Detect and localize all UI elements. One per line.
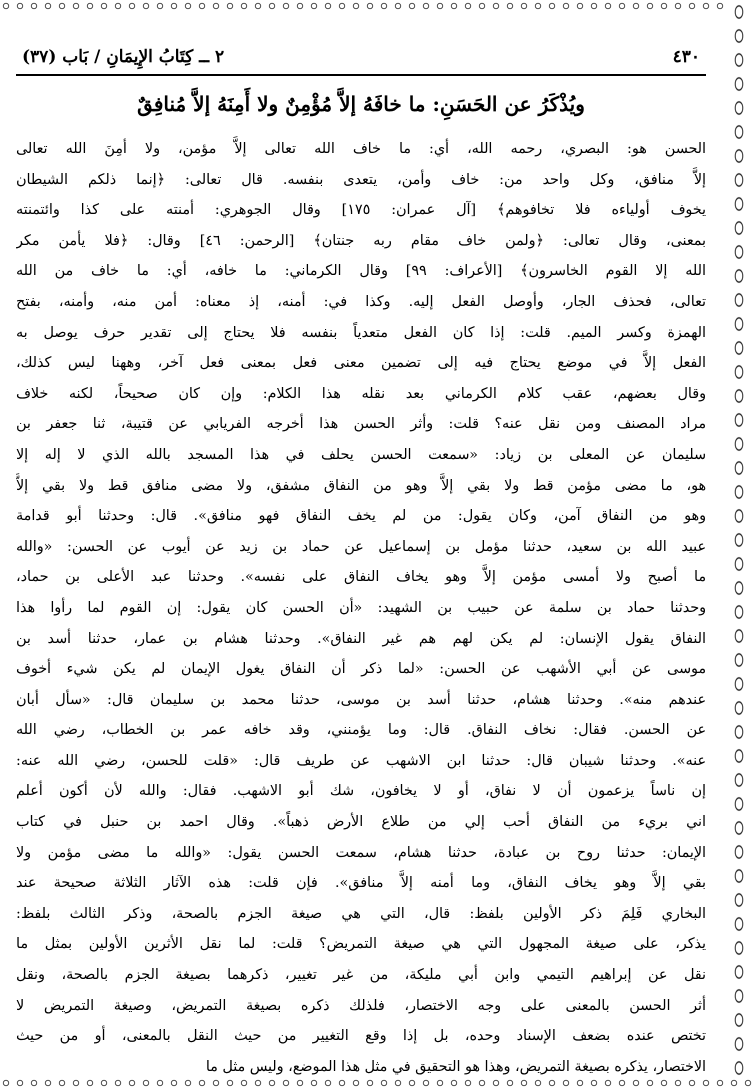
body-line: عبيد الله بن سعيد، حدثنا مؤمل بن إسماعيل عن حماد بن زيد عن أيوب عن الحسن: «والله — [16, 538, 706, 555]
body-line: عندهم منه». وحدثنا هشام، حدثنا أسد بن موسى، حدثنا محمد بن سليمان قال: «سأل أبان — [16, 691, 706, 708]
book-page — [16, 40, 706, 1075]
body-line: النفاق يقول الإنسان: لم يكن لهم هم غير النفاق». وحدثنا هشام بن عمار، حدثنا أسد بن — [16, 630, 706, 647]
body-line: وحدثنا حماد بن سلمة عن حبيب بن الشهيد: «أن الحسن كان يقول: إن القوم لما رأوا هذا — [16, 599, 706, 616]
body-line: بقي إلاَّ وهو يخاف النفاق، وما أمنه إلاَّ منافق». فإن قلت: هذه الآثار الثلاثة صحيحة عند — [16, 875, 706, 892]
ornamental-border-right — [726, 0, 752, 1089]
body-line: عنه». وحدثنا شيبان قال: حدثنا ابن الاشهب عن طريف قال: «قلت للحسن، رضي الله عنه: — [16, 752, 706, 769]
body-line: الفعل إلاَّ في موضع يحتاج فيه إلى تضمين معنى فعل بمعنى فعل آخر، وههنا ليس كذلك، — [16, 355, 706, 372]
body-text — [16, 134, 706, 1082]
body-line: نقل عن إبراهيم التيمي وابن أبي مليكة، من غير تغيير، ذكرهما بصيغة الجزم بالصحة، ونقل — [16, 967, 706, 984]
body-line: تختص عنده بضعف الإسناد وحده، بل إذا وقع التغيير من حيث النقل بالمعنى، أو من حيث — [16, 1028, 706, 1045]
body-line: تعالى، فحذف الجار، وأوصل الفعل إليه. وكذا في: أمنه، إذ معناه: أمن منه، وأمنه، بفتح — [16, 293, 706, 310]
body-line: بمعنى، وقال تعالى: ﴿ولمن خاف مقام ربه جنتان﴾ [الرحمن: ٤٦] وقال: ﴿فلا يأمن مكر — [16, 232, 706, 249]
body-line: وقال بعضهم، عقب كلام الكرماني بعد نقله هذا الكلام: وإن كان صحيحاً، لكنه خلاف — [16, 385, 706, 402]
body-line: يخوف أولياءه فلا تخافوهم﴾ [آل عمران: ١٧٥] وقال الجوهري: أمنته على كذا وائتمنته — [16, 202, 706, 219]
body-line: ما أصبح ولا أمسى مؤمن إلاَّ وهو يخاف النفاق على نفسه». وحدثنا عبد الأعلى بن حماد، — [16, 569, 706, 586]
page-number: ٤٣٠ — [672, 47, 700, 67]
body-line: يذكر، على صيغة المجهول التي هي صيغة التمريض؟ قلت: لما نقل الأثرين الأولين بمثل ما — [16, 936, 706, 953]
body-line: هو، ما مضى مؤمن قط ولا بقي إلاَّ وهو من النفاق مشفق، ولا مضى منافق قط ولا بقي إلاَّ — [16, 477, 706, 494]
body-line: الهمزة وكسر الميم. قلت: إذا كان الفعل متعدياً بنفسه فلا يحتاج إلى تقدير حرف يوصل به — [16, 324, 706, 341]
page-header — [16, 40, 706, 76]
body-line: الله إلا القوم الخاسرون﴾ [الأعراف: ٩٩] وقال الكرماني: ما خافه، أي: ما خاف من الله — [16, 263, 706, 280]
body-line: وهو من النفاق آمن، وكان يقول: من لم يخف النفاق فهو منافق». قال: وحدثنا أبو قدامة — [16, 508, 706, 525]
body-line: موسى عن أبي الأشهب عن الحسن: «لما ذكر أن النفاق يغول الإيمان لم يكن شيء أخوف — [16, 661, 706, 678]
body-line: مراد المصنف ومن نقل عنه؟ قلت: وأثر الحسن هذا أخرجه الفريابي عن قتيبة، ثنا جعفر بن — [16, 416, 706, 433]
body-line: أثر الحسن بالمعنى على وجه الاختصار، فلذلك ذكره بصيغة التمريض، وصيغة التمريض لا — [16, 997, 706, 1014]
section-heading: ويُذْكَرُ عن الحَسَنِ: ما خافَهُ إلاَّ مُؤْمِنٌ ولا أَمِنَهُ إلاَّ مُنافِقٌ — [137, 92, 585, 116]
body-line: الحسن هو: البصري، رحمه الله، أي: ما خاف الله تعالى إلاَّ مؤمن، ولا أمِنَ الله تعالى — [16, 141, 706, 157]
body-line: إلاَّ منافق، وكل واحد من: خاف وأمن، يتعدى بنفسه. قال تعالى: ﴿إنما ذلكم الشيطان — [16, 171, 706, 188]
body-line: البخاري فَلِمَ ذكر الأولين بلفظ: قال، التي هي صيغة الجزم بالصحة، وذكر الثالث بلفظ: — [16, 905, 706, 922]
body-line: سليمان عن المعلى بن زياد: «سمعت الحسن يحلف في هذا المسجد بالله الذي لا إله إلا — [16, 446, 706, 463]
body-line: اني بريء من النفاق أحب إلي من طلاع الأرض ذهباً». وقال احمد بن حنبل في كتاب — [16, 814, 706, 831]
body-line: الاختصار، يذكره بصيغة التمريض، وهذا هو التحقيق في مثل هذا الموضع، وليس مثل ما — [205, 1058, 706, 1075]
running-title: ٢ ــ كِتَابُ الإِيمَانِ / بَاب (٣٧) — [22, 47, 225, 67]
body-line: إن ناساً يزعمون أن لا نفاق، أو لا يخافون، شك أبو الاشهب. فقال: والله لأن أكون أعلم — [16, 783, 706, 800]
body-line: عن الحسن. فقال: نخاف النفاق. قال: وما يؤمنني، وقد خافه عمر بن الخطاب، رضي الله — [16, 722, 706, 739]
ornamental-border-top — [0, 0, 752, 12]
body-line: الإيمان: حدثنا روح بن عبادة، حدثنا هشام، سمعت الحسن يقول: «والله ما مضى مؤمن ولا — [16, 844, 706, 861]
